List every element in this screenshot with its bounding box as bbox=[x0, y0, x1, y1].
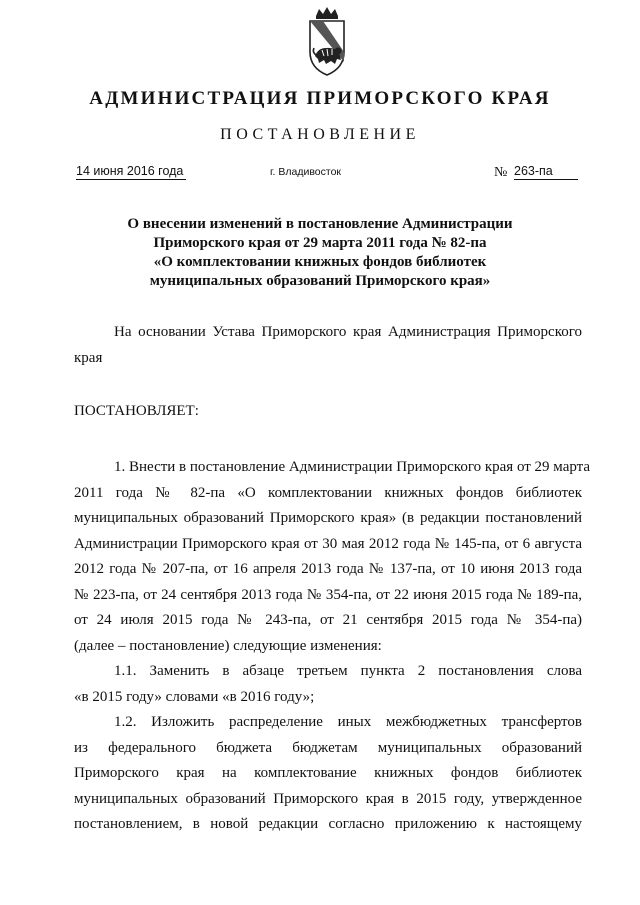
title-line: Приморского края от 29 марта 2011 года № 82-па bbox=[153, 235, 487, 251]
text-line: 1.1. Заменить в абзаце третьем пункта 2 постановления слова bbox=[114, 663, 582, 679]
paragraph-1 bbox=[74, 455, 591, 659]
text-line: из федерального бюджета бюджетам муниципальных образований bbox=[74, 739, 582, 756]
text-line: муниципальных образований Приморского края» (в редакции постановлений bbox=[74, 510, 582, 526]
text-line: (далее – постановление) следующие изменения: bbox=[74, 637, 382, 654]
number-label: № bbox=[494, 165, 508, 180]
paragraph-1-2 bbox=[74, 710, 582, 838]
document-title bbox=[110, 215, 530, 291]
text-line: Приморского края на комплектование книжных фондов библиотек bbox=[74, 765, 582, 781]
text-line: постановлением, в новой редакции согласно приложению к настоящему bbox=[74, 816, 582, 832]
text-line: муниципальных образований Приморского края в 2015 году, утвержденное bbox=[74, 790, 582, 807]
text-line: 1. Внести в постановление Администрации Приморского края от 29 марта bbox=[114, 459, 591, 475]
title-line: «О комплектовании книжных фондов библиотек bbox=[153, 254, 487, 270]
primorye-coat-of-arms-icon bbox=[302, 6, 352, 78]
text-line: от 24 июля 2015 года № 243-па, от 21 сентября 2015 года № 354-па) bbox=[74, 612, 582, 628]
text-line: 2012 года № 207-па, от 16 апреля 2013 года № 137-па, от 10 июня 2013 года bbox=[74, 561, 582, 577]
document-type: ПОСТАНОВЛЕНИЕ bbox=[220, 126, 420, 143]
title-line: О внесении изменений в постановление Администрации bbox=[127, 216, 513, 232]
document-city: г. Владивосток bbox=[270, 166, 342, 178]
document-body bbox=[74, 455, 591, 838]
document-date: 14 июня 2016 года bbox=[76, 164, 186, 180]
basis-paragraph: На основании Устава Приморского края Администрация Приморского края bbox=[74, 324, 582, 366]
document-number: 263-па bbox=[514, 164, 578, 180]
text-line: 1.2. Изложить распределение иных межбюджетных трансфертов bbox=[114, 714, 582, 730]
title-line: муниципальных образований Приморского края» bbox=[149, 273, 491, 289]
resolve-heading: ПОСТАНОВЛЯЕТ: bbox=[74, 403, 199, 419]
coat-of-arms-emblem bbox=[302, 6, 352, 78]
text-line: 2011 года № 82-па «О комплектовании книжных фондов библиотек bbox=[74, 484, 582, 501]
organization-name: АДМИНИСТРАЦИЯ ПРИМОРСКОГО КРАЯ bbox=[89, 88, 551, 109]
text-line: Администрации Приморского края от 30 мая 2012 года № 145-па, от 6 августа bbox=[74, 535, 582, 552]
paragraph-1-1 bbox=[74, 659, 582, 710]
text-line: № 223-па, от 24 сентября 2013 года № 354-па, от 22 июня 2015 года № 189-па, bbox=[74, 586, 582, 603]
text-line: «в 2015 году» словами «в 2016 году»; bbox=[74, 688, 315, 705]
